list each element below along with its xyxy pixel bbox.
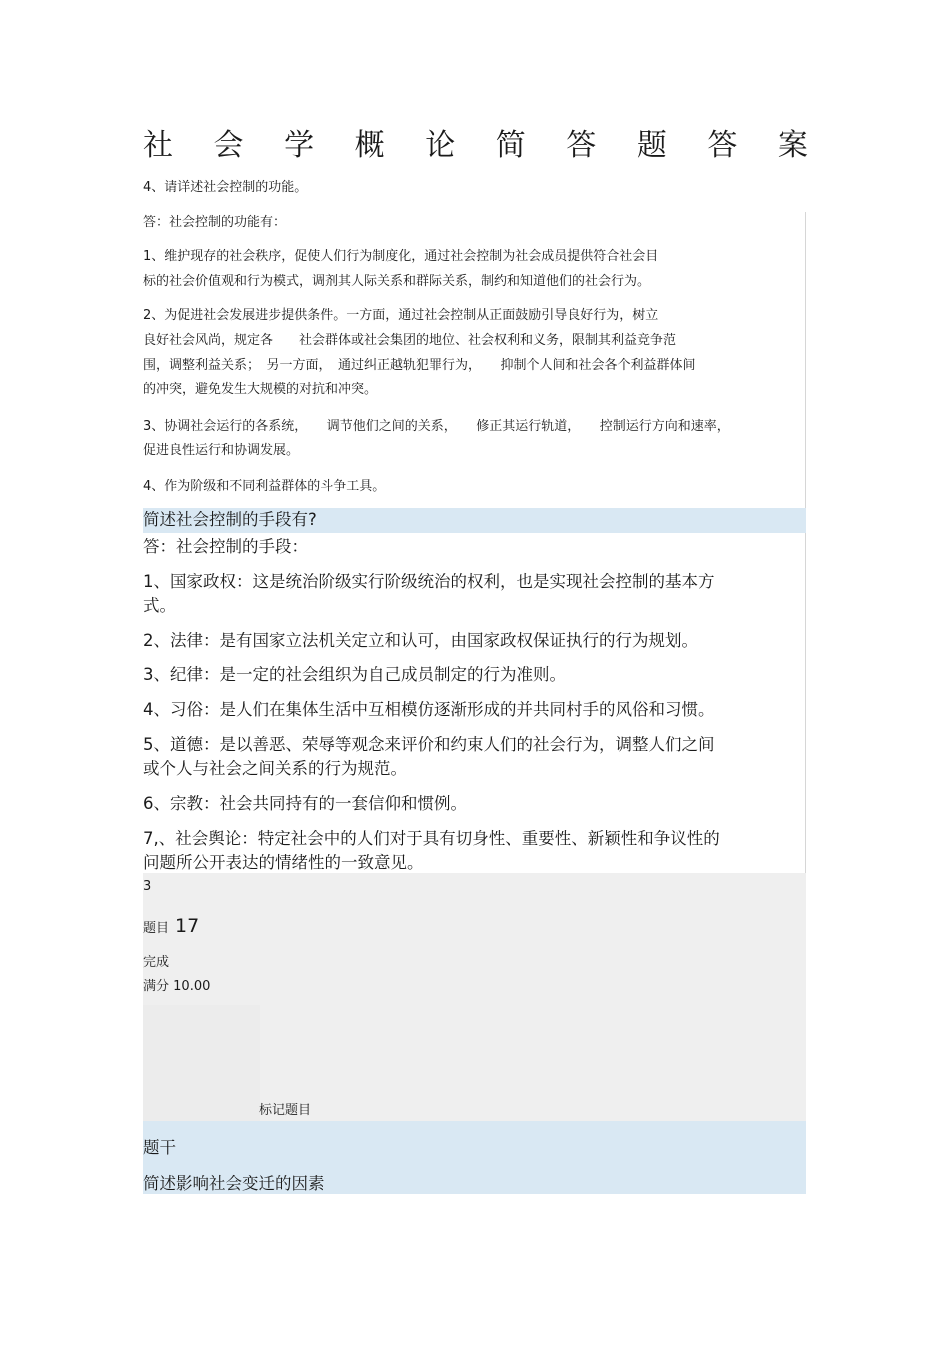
means-item-1-line-2: 式。 [143, 596, 176, 615]
means-item-4: 4、习俗：是人们在集体生活中互相模仿逐渐形成的并共同村手的风俗和习惯。 [143, 700, 715, 719]
title-char: 答 [566, 128, 597, 163]
stray-number: 3 [143, 879, 152, 894]
stem-text: 简述影响社会变迁的因素 [143, 1174, 325, 1193]
means-item-3: 3、纪律：是一定的社会组织为自己成员制定的行为准则。 [143, 665, 566, 684]
answer-intro: 答：社会控制的功能有： [143, 215, 287, 230]
means-item-2: 2、法律：是有国家立法机关定立和认可，由国家政权保证执行的行为规划。 [143, 631, 698, 650]
title-char: 简 [495, 128, 526, 163]
function-3-line-1: 3、协调社会运行的各系统， 调节他们之间的关系， 修正其运行轨道， 控制运行方向和速率， [143, 419, 730, 434]
title-char: 案 [777, 128, 808, 163]
question-number: 17 [175, 915, 200, 937]
flag-question-link[interactable]: 标记题目 [259, 1103, 312, 1118]
function-2-line-4: 的冲突，避免发生大规模的对抗和冲突。 [143, 382, 378, 397]
stem-label: 题干 [143, 1138, 176, 1157]
function-3-line-2: 促进良性运行和协调发展。 [143, 443, 300, 458]
function-1-line-1: 1、维护现存的社会秩序，促使人们行为制度化，通过社会控制为社会成员提供符合社会目 [143, 249, 659, 264]
score-value: 10.00 [173, 979, 211, 994]
question-number-row [143, 914, 199, 941]
means-item-7-line-1: 7,、社会舆论：特定社会中的人们对于具有切身性、重要性、新颖性和争议性的 [143, 829, 720, 848]
score-label: 满分 [143, 979, 170, 994]
means-answer-intro: 答：社会控制的手段： [143, 537, 308, 556]
means-item-1-line-1: 1、国家政权：这是统治阶级实行阶级统治的权利，也是实现社会控制的基本方 [143, 572, 715, 591]
means-question: 简述社会控制的手段有? [143, 510, 317, 529]
page-title [143, 126, 808, 166]
means-item-6: 6、宗教：社会共同持有的一套信仰和惯例。 [143, 794, 467, 813]
question-label: 题目 [143, 921, 170, 936]
question-info-inner [143, 1005, 260, 1121]
title-char: 社 [143, 128, 173, 163]
function-2-line-1: 2、为促进社会发展进步提供条件。一方面，通过社会控制从正面鼓励引导良好行为，树立 [143, 308, 659, 323]
function-4: 4、作为阶级和不同利益群体的斗争工具。 [143, 479, 386, 494]
title-char: 论 [425, 128, 456, 163]
title-char: 答 [707, 128, 738, 163]
title-char: 会 [213, 128, 244, 163]
function-1-line-2: 标的社会价值观和行为模式，调剂其人际关系和群际关系，制约和知道他们的社会行为。 [143, 274, 651, 289]
question-status: 完成 [143, 955, 170, 970]
function-2-line-2: 良好社会风尚，规定各 社会群体或社会集团的地位、社会权利和义务，限制其利益竞争范 [143, 333, 677, 348]
title-char: 题 [636, 128, 667, 163]
title-char: 学 [284, 128, 315, 163]
means-item-7-line-2: 问题所公开表达的情绪性的一致意见。 [143, 853, 424, 872]
means-item-5-line-1: 5、道德：是以善恶、荣辱等观念来评价和约束人们的社会行为，调整人们之间 [143, 735, 715, 754]
title-char: 概 [354, 128, 385, 163]
question-4: 4、请详述社会控制的功能。 [143, 180, 308, 195]
function-2-line-3: 围，调整利益关系； 另一方面， 通过纠正越轨犯罪行为， 抑制个人间和社会各个利益群体间 [143, 358, 696, 373]
means-item-5-line-2: 或个人与社会之间关系的行为规范。 [143, 759, 407, 778]
question-score [143, 977, 210, 997]
